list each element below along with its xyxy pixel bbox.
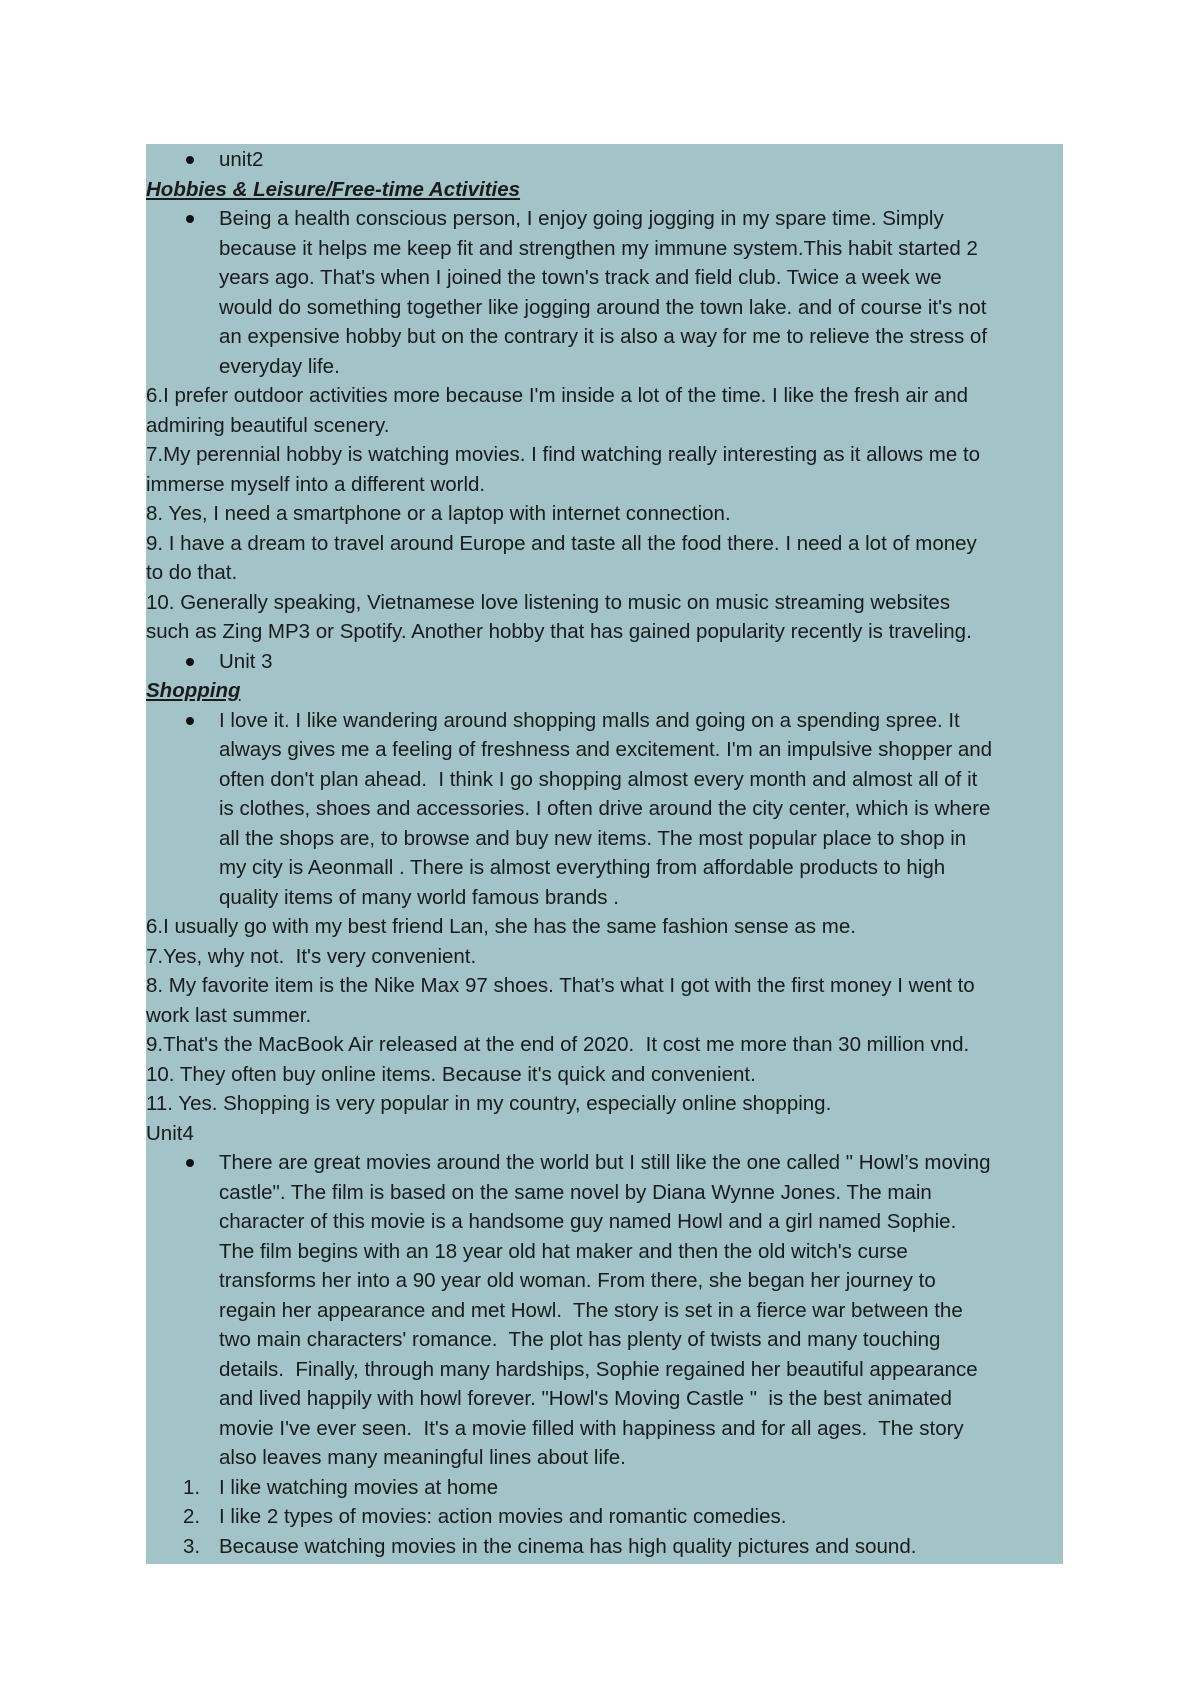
answer-paragraph-line bbox=[146, 204, 1063, 234]
section-heading-hobbies bbox=[146, 175, 1063, 205]
answer-text: 10. Generally speaking, Vietnamese love listening to music on music streaming websites bbox=[146, 590, 951, 614]
answer-paragraph-line bbox=[146, 1178, 1063, 1208]
highlighted-text-block bbox=[146, 144, 1063, 1564]
text-line bbox=[146, 971, 1063, 1001]
answer-paragraph-line bbox=[146, 1384, 1063, 1414]
answer-paragraph-line bbox=[146, 1443, 1063, 1473]
answer-text: would do something together like jogging around the town lake. and of course it's not bbox=[219, 295, 987, 319]
bullet-dot-icon bbox=[186, 717, 194, 725]
answer-text: years ago. That's when I joined the town's track and field club. Twice a week we bbox=[219, 266, 942, 289]
answer-text: also leaves many meaningful lines about life. bbox=[219, 1446, 626, 1469]
heading-text: Shopping bbox=[146, 679, 241, 702]
answer-paragraph-line bbox=[146, 352, 1063, 382]
answer-text: 9.That's the MacBook Air released at the end of 2020. It cost me more than 30 million vnd. bbox=[146, 1033, 970, 1056]
answer-paragraph-line bbox=[146, 1266, 1063, 1296]
answer-paragraph-line bbox=[146, 1148, 1063, 1178]
numbered-item bbox=[146, 1473, 1063, 1503]
item-number: 1. bbox=[183, 1475, 201, 1499]
answer-text: 9. I have a dream to travel around Europe and taste all the food there. I need a lot of money bbox=[146, 531, 977, 555]
text-line bbox=[146, 381, 1063, 411]
answer-text: 6.I usually go with my best friend Lan, she has the same fashion sense as me. bbox=[146, 915, 856, 938]
answer-text: I love it. I like wandering around shopping malls and going on a spending spree. It bbox=[219, 708, 960, 732]
item-number: 3. bbox=[183, 1534, 201, 1558]
answer-text: 8. Yes, I need a smartphone or a laptop with internet connection. bbox=[146, 502, 731, 525]
text-line bbox=[146, 942, 1063, 972]
answer-text: is clothes, shoes and accessories. I often drive around the city center, which is where bbox=[219, 797, 991, 820]
answer-paragraph-line bbox=[146, 1325, 1063, 1355]
answer-paragraph-line bbox=[146, 1207, 1063, 1237]
text-line bbox=[146, 1060, 1063, 1090]
text-line bbox=[146, 1001, 1063, 1031]
answer-text: work last summer. bbox=[146, 1003, 312, 1027]
answer-text: Being a health conscious person, I enjoy going jogging in my spare time. Simply bbox=[219, 207, 944, 230]
answer-text: because it helps me keep fit and strengthen my immune system.This habit started 2 bbox=[219, 236, 978, 260]
answer-text: often don't plan ahead. I think I go shopping almost every month and almost all of it bbox=[219, 767, 978, 791]
answer-paragraph-line bbox=[146, 322, 1063, 352]
unit4-label bbox=[146, 1119, 1063, 1149]
item-text: I like 2 types of movies: action movies and romantic comedies. bbox=[219, 1505, 787, 1528]
answer-paragraph-line bbox=[146, 824, 1063, 854]
answer-text: always gives me a feeling of freshness and excitement. I'm an impulsive shopper and bbox=[219, 738, 993, 761]
answer-paragraph-line bbox=[146, 1414, 1063, 1444]
text-line bbox=[146, 1030, 1063, 1060]
bullet-dot-icon bbox=[186, 1159, 194, 1167]
answer-text: castle". The film is based on the same novel by Diana Wynne Jones. The main bbox=[219, 1180, 932, 1204]
answer-text: There are great movies around the world but I still like the one called " Howl’s moving bbox=[219, 1151, 991, 1174]
answer-paragraph-line bbox=[146, 234, 1063, 264]
answer-text: and lived happily with howl forever. "Howl's Moving Castle " is the best animated bbox=[219, 1387, 952, 1410]
answer-text: admiring beautiful scenery. bbox=[146, 413, 390, 437]
text-line bbox=[146, 529, 1063, 559]
answer-text: 10. They often buy online items. Because it's quick and convenient. bbox=[146, 1062, 756, 1086]
item-number: 2. bbox=[183, 1505, 201, 1528]
bullet-unit3 bbox=[146, 647, 1063, 677]
answer-text: my city is Aeonmall . There is almost everything from affordable products to high bbox=[219, 856, 946, 879]
answer-paragraph-line bbox=[146, 883, 1063, 913]
text-line bbox=[146, 617, 1063, 647]
text-line bbox=[146, 1089, 1063, 1119]
text-line bbox=[146, 470, 1063, 500]
item-text: I like watching movies at home bbox=[219, 1475, 499, 1499]
answer-text: regain her appearance and met Howl. The story is set in a fierce war between the bbox=[219, 1298, 963, 1322]
answer-text: 11. Yes. Shopping is very popular in my country, especially online shopping. bbox=[146, 1092, 832, 1115]
text-line bbox=[146, 912, 1063, 942]
answer-paragraph-line bbox=[146, 794, 1063, 824]
answer-text: 8. My favorite item is the Nike Max 97 shoes. That’s what I got with the first money I went to bbox=[146, 974, 975, 997]
answer-text: quality items of many world famous brands . bbox=[219, 885, 619, 909]
answer-text: 6.I prefer outdoor activities more because I'm inside a lot of the time. I like the fresh air and bbox=[146, 384, 969, 407]
bullet-label: unit2 bbox=[219, 148, 264, 171]
answer-text: details. Finally, through many hardships, Sophie regained her beautiful appearance bbox=[219, 1357, 978, 1381]
answer-text: The film begins with an 18 year old hat maker and then the old witch's curse bbox=[219, 1239, 908, 1263]
bullet-label: Unit 3 bbox=[219, 649, 273, 673]
answer-text: two main characters' romance. The plot has plenty of twists and many touching bbox=[219, 1328, 941, 1351]
answer-text: such as Zing MP3 or Spotify. Another hobby that has gained popularity recently is traveling. bbox=[146, 620, 972, 643]
answer-text: all the shops are, to browse and buy new items. The most popular place to shop in bbox=[219, 826, 967, 850]
section-heading-shopping bbox=[146, 676, 1063, 706]
label-text: Unit4 bbox=[146, 1121, 194, 1145]
text-line bbox=[146, 440, 1063, 470]
answer-paragraph-line bbox=[146, 706, 1063, 736]
answer-paragraph-line bbox=[146, 1237, 1063, 1267]
text-line bbox=[146, 499, 1063, 529]
numbered-item bbox=[146, 1532, 1063, 1562]
answer-text: movie I've ever seen. It's a movie filled with happiness and for all ages. The story bbox=[219, 1416, 964, 1440]
text-line bbox=[146, 558, 1063, 588]
answer-paragraph-line bbox=[146, 1355, 1063, 1385]
bullet-dot-icon bbox=[186, 215, 194, 223]
answer-text: everyday life. bbox=[219, 354, 340, 378]
answer-paragraph-line bbox=[146, 263, 1063, 293]
answer-paragraph-line bbox=[146, 765, 1063, 795]
answer-paragraph-line bbox=[146, 853, 1063, 883]
bullet-dot-icon bbox=[186, 658, 194, 666]
answer-paragraph-line bbox=[146, 293, 1063, 323]
item-text: Because watching movies in the cinema has high quality pictures and sound. bbox=[219, 1534, 917, 1558]
heading-text: Hobbies & Leisure/Free-time Activities bbox=[146, 177, 521, 201]
answer-text: immerse myself into a different world. bbox=[146, 472, 486, 496]
answer-text: 7.Yes, why not. It's very convenient. bbox=[146, 944, 477, 968]
answer-paragraph-line bbox=[146, 735, 1063, 765]
bullet-dot-icon bbox=[186, 156, 194, 164]
bullet-unit2 bbox=[146, 145, 1063, 175]
answer-paragraph-line bbox=[146, 1296, 1063, 1326]
answer-text: transforms her into a 90 year old woman. From there, she began her journey to bbox=[219, 1269, 936, 1292]
numbered-item bbox=[146, 1502, 1063, 1532]
answer-text: an expensive hobby but on the contrary it is also a way for me to relieve the stress of bbox=[219, 325, 988, 348]
text-line bbox=[146, 588, 1063, 618]
answer-text: 7.My perennial hobby is watching movies. I find watching really interesting as it allows me to bbox=[146, 443, 981, 466]
answer-text: to do that. bbox=[146, 561, 238, 584]
text-line bbox=[146, 411, 1063, 441]
answer-text: character of this movie is a handsome guy named Howl and a girl named Sophie. bbox=[219, 1210, 957, 1233]
